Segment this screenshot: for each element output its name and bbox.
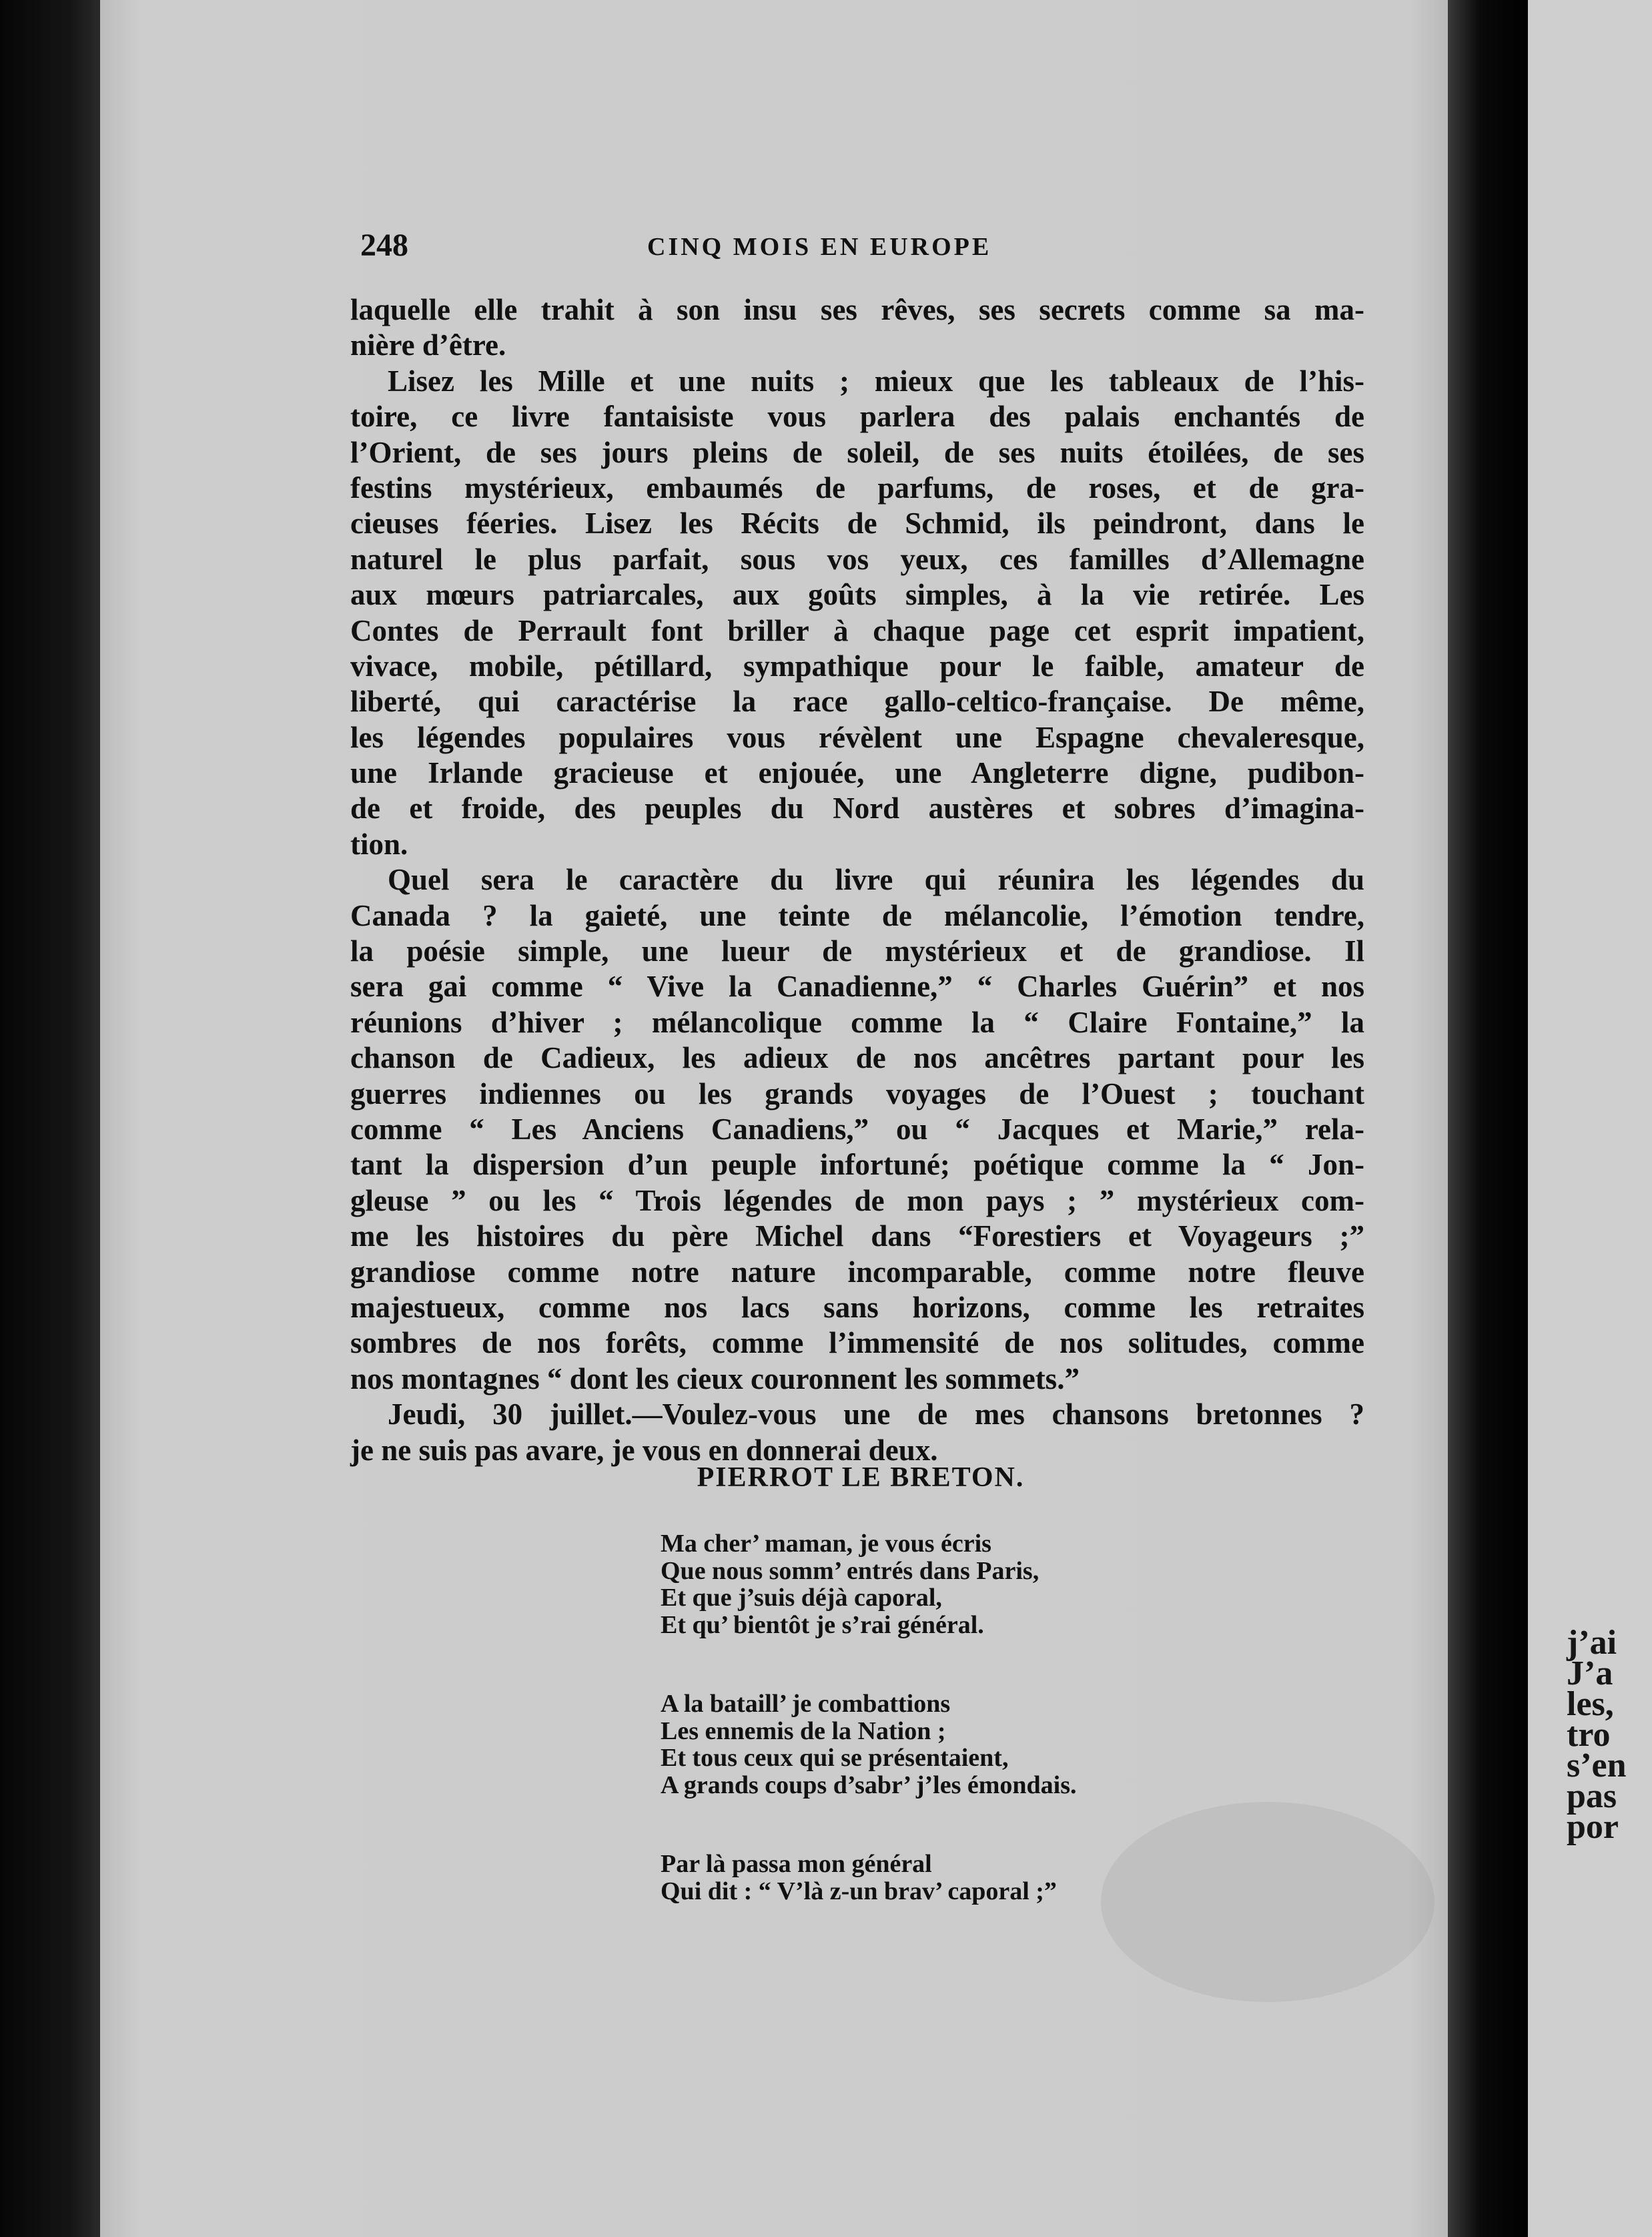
scan-border-left <box>0 0 100 2237</box>
poem-verse: A la bataill’ je combattions <box>661 1690 951 1718</box>
body-line: chanson de Cadieux, les adieux de nos ancêtres partant pour les <box>350 1041 1364 1075</box>
body-line: Contes de Perrault font briller à chaque page cet esprit impatient, <box>350 613 1364 647</box>
body-line: je ne suis pas avare, je vous en donnerai deux. <box>350 1433 938 1467</box>
body-line: Lisez les Mille et une nuits ; mieux que les tableaux de l’his- <box>388 364 1364 398</box>
body-line: Jeudi, 30 juillet.—Voulez-vous une de mes chansons bretonnes ? <box>388 1397 1364 1431</box>
body-line: sombres de nos forêts, comme l’immensité de nos solitudes, comme <box>350 1326 1364 1360</box>
facing-page-fragment: J’a <box>1567 1654 1613 1692</box>
body-line: me les histoires du père Michel dans “Forestiers et Voyageurs ;” <box>350 1219 1364 1253</box>
body-line: tion. <box>350 827 408 861</box>
poem-title: PIERROT LE BRETON. <box>697 1462 1025 1493</box>
poem-verse: Les ennemis de la Nation ; <box>661 1716 946 1745</box>
body-line: nière d’être. <box>350 328 506 362</box>
facing-page-fragment: j’ai <box>1567 1624 1617 1662</box>
poem-verse: Ma cher’ maman, je vous écris <box>661 1530 991 1558</box>
poem-verse: Qui dit : “ V’là z-un brav’ caporal ;” <box>661 1877 1057 1905</box>
body-line: réunions d’hiver ; mélancolique comme la “ Claire Fontaine,” la <box>350 1005 1364 1039</box>
running-head <box>360 227 1361 280</box>
book-gutter <box>1448 0 1528 2237</box>
body-line: comme “ Les Anciens Canadiens,” ou “ Jacques et Marie,” rela- <box>350 1112 1364 1146</box>
body-line: grandiose comme notre nature incomparable, comme notre fleuve <box>350 1255 1364 1289</box>
body-line: toire, ce livre fantaisiste vous parlera des palais enchantés de <box>350 400 1364 434</box>
poem-verse: Et tous ceux qui se présentaient, <box>661 1744 1009 1772</box>
poem-stanza <box>661 1530 1077 1638</box>
facing-page-edge <box>1528 0 1652 2237</box>
body-text <box>350 292 1364 1468</box>
poem <box>661 1530 1077 1957</box>
poem-verse: Et qu’ bientôt je s’rai général. <box>661 1610 984 1639</box>
body-line: cieuses féeries. Lisez les Récits de Schmid, ils peindront, dans le <box>350 507 1364 541</box>
body-line: Canada ? la gaieté, une teinte de mélancolie, l’émotion tendre, <box>350 898 1364 932</box>
paper-smudge <box>1101 1802 1434 2002</box>
body-line: tant la dispersion d’un peuple infortuné; poétique comme la “ Jon- <box>350 1148 1364 1182</box>
page-number: 248 <box>360 228 408 263</box>
running-title: CINQ MOIS EN EUROPE <box>647 233 992 261</box>
body-line: Quel sera le caractère du livre qui réunira les légendes du <box>388 863 1364 897</box>
body-line: liberté, qui caractérise la race gallo-celtico-française. De même, <box>350 685 1364 719</box>
body-line: de et froide, des peuples du Nord austères et sobres d’imagina- <box>350 791 1364 826</box>
body-line: laquelle elle trahit à son insu ses rêves, ses secrets comme sa ma- <box>350 293 1364 326</box>
body-line: les légendes populaires vous révèlent une Espagne chevaleresque, <box>350 720 1364 754</box>
poem-verse: A grands coups d’sabr’ j’les émondais. <box>661 1771 1077 1799</box>
body-line: naturel le plus parfait, sous vos yeux, ces familles d’Allemagne <box>350 542 1364 576</box>
facing-page-fragment: les, <box>1567 1685 1614 1723</box>
facing-page-fragment: s’en <box>1567 1746 1627 1785</box>
poem-stanza <box>661 1690 1077 1799</box>
poem-verse: Et que j’suis déjà caporal, <box>661 1584 942 1612</box>
body-line: guerres indiennes ou les grands voyages de l’Ouest ; touchant <box>350 1076 1364 1110</box>
body-line: majestueux, comme nos lacs sans horizons, comme les retraites <box>350 1290 1364 1324</box>
body-line: l’Orient, de ses jours pleins de soleil, de ses nuits étoilées, de ses <box>350 435 1364 469</box>
facing-page-fragment: tro <box>1567 1716 1611 1754</box>
poem-verse: Que nous somm’ entrés dans Paris, <box>661 1556 1040 1585</box>
body-line: vivace, mobile, pétillard, sympathique pour le faible, amateur de <box>350 649 1364 683</box>
body-line: une Irlande gracieuse et enjouée, une Angleterre digne, pudibon- <box>350 756 1364 790</box>
body-line: festins mystérieux, embaumés de parfums, de roses, et de gra- <box>350 470 1364 505</box>
facing-page-fragment: pas <box>1567 1777 1617 1815</box>
body-line: nos montagnes “ dont les cieux couronnent les sommets.” <box>350 1361 1080 1395</box>
poem-verse: Par là passa mon général <box>661 1850 932 1878</box>
body-line: sera gai comme “ Vive la Canadienne,” “ Charles Guérin” et nos <box>350 970 1364 1004</box>
body-line: aux mœurs patriarcales, aux goûts simples, à la vie retirée. Les <box>350 578 1364 612</box>
body-line: gleuse ” ou les “ Trois légendes de mon pays ; ” mystérieux com- <box>350 1183 1364 1217</box>
poem-stanza <box>661 1851 1077 1905</box>
facing-page-fragment: por <box>1567 1808 1619 1846</box>
body-line: la poésie simple, une lueur de mystérieux et de grandiose. Il <box>350 934 1364 968</box>
